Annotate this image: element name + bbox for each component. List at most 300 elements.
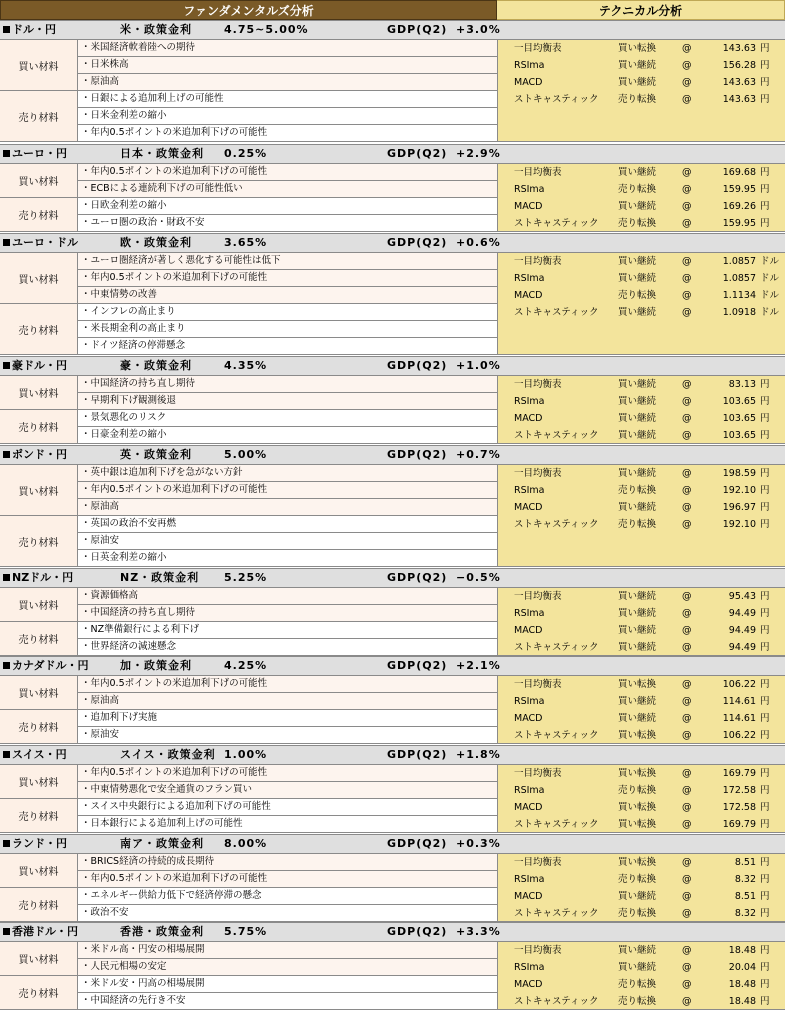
signal-value: 買い継続 (618, 60, 657, 71)
price-unit: 円 (760, 696, 770, 707)
price-unit: 円 (760, 468, 770, 479)
technical-row (498, 888, 785, 905)
fundamental-title: ファンダメンタルズ分析 (0, 0, 497, 20)
signal-value: 買い継続 (618, 962, 657, 973)
currency-block (0, 834, 785, 922)
price-unit: 円 (760, 642, 770, 653)
at-mark: @ (682, 77, 692, 88)
policy-rate-label: NZ・政策金利 (120, 571, 200, 584)
buy-item: ・原油高 (78, 693, 497, 710)
buy-materials-label: 買い材料 (0, 465, 78, 516)
currency-block (0, 445, 785, 567)
price-value: 8.32 (734, 874, 756, 885)
technical-panel (497, 588, 785, 656)
technical-row (498, 198, 785, 215)
price-value: 198.59 (722, 468, 756, 479)
at-mark: @ (682, 768, 692, 779)
sell-item: ・インフレの高止まり (78, 304, 497, 321)
technical-panel (497, 40, 785, 142)
buy-item: ・日米株高 (78, 57, 497, 74)
sell-item: ・日本銀行による追加利上げの可能性 (78, 816, 497, 833)
indicator-name: RSIma (514, 184, 545, 195)
at-mark: @ (682, 891, 692, 902)
at-mark: @ (682, 485, 692, 496)
buy-item: ・中国経済の持ち直し期待 (78, 376, 497, 393)
buy-item: ・ユーロ圏経済が著しく悪化する可能性は低下 (78, 253, 497, 270)
price-value: 103.65 (722, 413, 756, 424)
gdp-value: +0.7% (456, 448, 501, 461)
price-value: 103.65 (722, 430, 756, 441)
sell-item: ・追加利下げ実施 (78, 710, 497, 727)
policy-rate-value: 4.35% (224, 359, 268, 372)
technical-row (498, 376, 785, 393)
indicator-name: MACD (514, 290, 543, 301)
indicator-name: RSIma (514, 60, 545, 71)
at-mark: @ (682, 396, 692, 407)
pair-name: カナダドル・円 (3, 657, 88, 675)
indicator-name: MACD (514, 201, 543, 212)
sell-item: ・年内0.5ポイントの米追加利下げの可能性 (78, 125, 497, 142)
indicator-name: MACD (514, 77, 543, 88)
price-unit: 円 (760, 768, 770, 779)
policy-rate-label: 南ア・政策金利 (120, 837, 204, 850)
indicator-name: RSIma (514, 696, 545, 707)
price-value: 8.51 (734, 891, 756, 902)
price-value: 18.48 (728, 979, 756, 990)
signal-value: 買い継続 (618, 608, 657, 619)
indicator-name: ストキャスティック (514, 908, 599, 919)
at-mark: @ (682, 519, 692, 530)
buy-item: ・ECBによる連続利下げの可能性低い (78, 181, 497, 198)
sell-materials-label: 売り材料 (0, 410, 78, 444)
sell-item: ・米長期金利の高止まり (78, 321, 497, 338)
indicator-name: RSIma (514, 485, 545, 496)
technical-row (498, 588, 785, 605)
at-mark: @ (682, 713, 692, 724)
signal-value: 買い継続 (618, 696, 657, 707)
price-unit: 円 (760, 908, 770, 919)
signal-value: 買い転換 (618, 768, 657, 779)
policy-rate-value: 5.25% (224, 571, 268, 584)
signal-value: 売り転換 (618, 908, 657, 919)
technical-panel (497, 465, 785, 567)
signal-value: 買い継続 (618, 591, 657, 602)
price-value: 1.1134 (722, 290, 756, 301)
at-mark: @ (682, 167, 692, 178)
signal-value: 売り転換 (618, 485, 657, 496)
buy-materials-label: 買い材料 (0, 40, 78, 91)
indicator-name: MACD (514, 891, 543, 902)
block-header (0, 144, 785, 164)
policy-rate-value: 0.25% (224, 147, 268, 160)
currency-block (0, 568, 785, 656)
price-unit: 円 (760, 608, 770, 619)
block-header (0, 568, 785, 588)
technical-row (498, 91, 785, 108)
signal-value: 売り転換 (618, 874, 657, 885)
indicator-name: ストキャスティック (514, 819, 599, 830)
indicator-name: RSIma (514, 785, 545, 796)
signal-value: 買い継続 (618, 468, 657, 479)
buy-item: ・資源価格高 (78, 588, 497, 605)
buy-item: ・原油高 (78, 74, 497, 91)
gdp-value: +3.0% (456, 23, 501, 36)
at-mark: @ (682, 273, 692, 284)
buy-item: ・英中銀は追加利下げを急がない方針 (78, 465, 497, 482)
signal-value: 買い転換 (618, 857, 657, 868)
indicator-name: 一目均衡表 (514, 468, 562, 479)
at-mark: @ (682, 591, 692, 602)
price-unit: 円 (760, 962, 770, 973)
price-unit: 円 (760, 184, 770, 195)
technical-panel (497, 253, 785, 355)
signal-value: 買い継続 (618, 413, 657, 424)
price-value: 18.48 (728, 945, 756, 956)
technical-row (498, 854, 785, 871)
at-mark: @ (682, 430, 692, 441)
buy-item: ・中東情勢の改善 (78, 287, 497, 304)
technical-title: テクニカル分析 (497, 0, 785, 20)
technical-row (498, 605, 785, 622)
at-mark: @ (682, 60, 692, 71)
buy-materials-label: 買い材料 (0, 376, 78, 410)
at-mark: @ (682, 874, 692, 885)
signal-value: 買い継続 (618, 891, 657, 902)
currency-block (0, 144, 785, 232)
sell-materials-label: 売り材料 (0, 516, 78, 567)
price-unit: 円 (760, 502, 770, 513)
price-unit: 円 (760, 43, 770, 54)
signal-value: 買い継続 (618, 625, 657, 636)
price-unit: 円 (760, 77, 770, 88)
pair-name: ユーロ・ドル (3, 234, 78, 252)
sell-item: ・NZ準備銀行による利下げ (78, 622, 497, 639)
indicator-name: ストキャスティック (514, 218, 599, 229)
gdp-label: GDP(Q2) (387, 925, 448, 938)
gdp-label: GDP(Q2) (387, 571, 448, 584)
price-value: 106.22 (722, 679, 756, 690)
at-mark: @ (682, 996, 692, 1007)
technical-panel (497, 942, 785, 1010)
indicator-name: 一目均衡表 (514, 591, 562, 602)
price-value: 169.68 (722, 167, 756, 178)
signal-value: 買い継続 (618, 945, 657, 956)
buy-materials-label: 買い材料 (0, 854, 78, 888)
indicator-name: ストキャスティック (514, 430, 599, 441)
buy-materials-label: 買い材料 (0, 765, 78, 799)
gdp-value: +3.3% (456, 925, 501, 938)
at-mark: @ (682, 730, 692, 741)
price-unit: 円 (760, 891, 770, 902)
technical-row (498, 976, 785, 993)
price-value: 20.04 (728, 962, 756, 973)
pair-name: ポンド・円 (3, 446, 67, 464)
signal-value: 買い継続 (618, 256, 657, 267)
signal-value: 買い継続 (618, 201, 657, 212)
buy-item: ・年内0.5ポイントの米追加利下げの可能性 (78, 482, 497, 499)
sell-item: ・政治不安 (78, 905, 497, 922)
price-unit: 円 (760, 591, 770, 602)
technical-row (498, 253, 785, 270)
policy-rate-value: 5.00% (224, 448, 268, 461)
indicator-name: MACD (514, 713, 543, 724)
sell-item: ・世界経済の減速懸念 (78, 639, 497, 656)
pair-name: スイス・円 (3, 746, 67, 764)
signal-value: 買い継続 (618, 167, 657, 178)
buy-item: ・早期利下げ観測後退 (78, 393, 497, 410)
technical-panel (497, 376, 785, 444)
technical-row (498, 427, 785, 444)
at-mark: @ (682, 679, 692, 690)
price-value: 1.0857 (722, 256, 756, 267)
price-value: 106.22 (722, 730, 756, 741)
block-header (0, 356, 785, 376)
gdp-value: +1.8% (456, 748, 501, 761)
price-unit: 円 (760, 379, 770, 390)
gdp-label: GDP(Q2) (387, 359, 448, 372)
indicator-name: 一目均衡表 (514, 768, 562, 779)
policy-rate-value: 3.65% (224, 236, 268, 249)
sell-item: ・日豪金利差の縮小 (78, 427, 497, 444)
price-unit: 円 (760, 60, 770, 71)
indicator-name: 一目均衡表 (514, 379, 562, 390)
price-value: 94.49 (728, 625, 756, 636)
signal-value: 買い転換 (618, 802, 657, 813)
signal-value: 買い継続 (618, 502, 657, 513)
price-unit: 円 (760, 874, 770, 885)
sell-item: ・日欧金利差の縮小 (78, 198, 497, 215)
price-unit: 円 (760, 945, 770, 956)
indicator-name: 一目均衡表 (514, 679, 562, 690)
technical-row (498, 410, 785, 427)
price-unit: 円 (760, 94, 770, 105)
technical-panel (497, 676, 785, 744)
at-mark: @ (682, 785, 692, 796)
price-unit: 円 (760, 996, 770, 1007)
sell-item: ・日米金利差の縮小 (78, 108, 497, 125)
price-value: 169.79 (722, 768, 756, 779)
sell-item: ・米ドル安・円高の相場展開 (78, 976, 497, 993)
price-unit: 円 (760, 713, 770, 724)
price-unit: 円 (760, 485, 770, 496)
pair-name: 豪ドル・円 (3, 357, 67, 375)
at-mark: @ (682, 307, 692, 318)
policy-rate-label: 加・政策金利 (120, 659, 192, 672)
price-value: 83.13 (728, 379, 756, 390)
price-value: 159.95 (722, 218, 756, 229)
policy-rate-label: 米・政策金利 (120, 23, 192, 36)
at-mark: @ (682, 256, 692, 267)
price-unit: 円 (760, 167, 770, 178)
at-mark: @ (682, 43, 692, 54)
block-header (0, 745, 785, 765)
buy-materials-label: 買い材料 (0, 253, 78, 304)
technical-row (498, 782, 785, 799)
price-value: 172.58 (722, 785, 756, 796)
price-value: 94.49 (728, 608, 756, 619)
price-value: 196.97 (722, 502, 756, 513)
gdp-value: −0.5% (456, 571, 501, 584)
signal-value: 売り転換 (618, 979, 657, 990)
technical-row (498, 215, 785, 232)
technical-row (498, 959, 785, 976)
signal-value: 売り転換 (618, 519, 657, 530)
technical-panel (497, 854, 785, 922)
price-unit: ドル (760, 290, 780, 301)
indicator-name: RSIma (514, 608, 545, 619)
price-value: 143.63 (722, 77, 756, 88)
technical-row (498, 499, 785, 516)
indicator-name: 一目均衡表 (514, 857, 562, 868)
signal-value: 買い継続 (618, 713, 657, 724)
sell-materials-label: 売り材料 (0, 976, 78, 1010)
policy-rate-label: 日本・政策金利 (120, 147, 204, 160)
price-value: 1.0857 (722, 273, 756, 284)
pair-name: ランド・円 (3, 835, 67, 853)
at-mark: @ (682, 201, 692, 212)
currency-block (0, 20, 785, 142)
pair-name: ユーロ・円 (3, 145, 67, 163)
policy-rate-value: 1.00% (224, 748, 268, 761)
block-header (0, 20, 785, 40)
sell-item: ・ユーロ圏の政治・財政不安 (78, 215, 497, 232)
indicator-name: RSIma (514, 874, 545, 885)
gdp-value: +1.0% (456, 359, 501, 372)
policy-rate-value: 5.75% (224, 925, 268, 938)
price-value: 94.49 (728, 642, 756, 653)
buy-item: ・BRICS経済の持続的成長期待 (78, 854, 497, 871)
sell-item: ・日銀による追加利上げの可能性 (78, 91, 497, 108)
price-value: 1.0918 (722, 307, 756, 318)
sell-materials-label: 売り材料 (0, 710, 78, 744)
buy-item: ・米国経済軟着陸への期待 (78, 40, 497, 57)
technical-row (498, 164, 785, 181)
indicator-name: MACD (514, 979, 543, 990)
indicator-name: RSIma (514, 273, 545, 284)
sell-item: ・中国経済の先行き不安 (78, 993, 497, 1010)
signal-value: 売り転換 (618, 996, 657, 1007)
price-unit: 円 (760, 218, 770, 229)
technical-row (498, 304, 785, 321)
indicator-name: ストキャスティック (514, 730, 599, 741)
technical-row (498, 287, 785, 304)
signal-value: 売り転換 (618, 218, 657, 229)
price-unit: 円 (760, 625, 770, 636)
gdp-label: GDP(Q2) (387, 448, 448, 461)
sell-materials-label: 売り材料 (0, 91, 78, 142)
pair-name: NZドル・円 (3, 569, 73, 587)
technical-row (498, 905, 785, 922)
signal-value: 売り転換 (618, 290, 657, 301)
indicator-name: RSIma (514, 962, 545, 973)
price-value: 114.61 (722, 713, 756, 724)
at-mark: @ (682, 696, 692, 707)
block-header (0, 445, 785, 465)
signal-value: 買い転換 (618, 43, 657, 54)
indicator-name: ストキャスティック (514, 94, 599, 105)
gdp-label: GDP(Q2) (387, 659, 448, 672)
at-mark: @ (682, 819, 692, 830)
price-value: 114.61 (722, 696, 756, 707)
gdp-label: GDP(Q2) (387, 147, 448, 160)
indicator-name: 一目均衡表 (514, 167, 562, 178)
at-mark: @ (682, 945, 692, 956)
block-header (0, 922, 785, 942)
technical-panel (497, 164, 785, 232)
technical-row (498, 482, 785, 499)
indicator-name: ストキャスティック (514, 996, 599, 1007)
at-mark: @ (682, 908, 692, 919)
technical-row (498, 622, 785, 639)
at-mark: @ (682, 413, 692, 424)
technical-row (498, 181, 785, 198)
price-value: 159.95 (722, 184, 756, 195)
signal-value: 買い転換 (618, 679, 657, 690)
buy-materials-label: 買い材料 (0, 676, 78, 710)
buy-item: ・年内0.5ポイントの米追加利下げの可能性 (78, 676, 497, 693)
sell-materials-label: 売り材料 (0, 799, 78, 833)
technical-row (498, 993, 785, 1010)
price-unit: ドル (760, 307, 780, 318)
buy-item: ・年内0.5ポイントの米追加利下げの可能性 (78, 164, 497, 181)
sell-item: ・日英金利差の縮小 (78, 550, 497, 567)
price-value: 103.65 (722, 396, 756, 407)
technical-row (498, 799, 785, 816)
indicator-name: MACD (514, 502, 543, 513)
policy-rate-label: 豪・政策金利 (120, 359, 192, 372)
price-value: 156.28 (722, 60, 756, 71)
technical-row (498, 765, 785, 782)
gdp-label: GDP(Q2) (387, 23, 448, 36)
technical-row (498, 516, 785, 533)
at-mark: @ (682, 625, 692, 636)
buy-item: ・原油高 (78, 499, 497, 516)
gdp-value: +2.1% (456, 659, 501, 672)
technical-row (498, 710, 785, 727)
indicator-name: ストキャスティック (514, 307, 599, 318)
buy-item: ・年内0.5ポイントの米追加利下げの可能性 (78, 871, 497, 888)
gdp-value: +2.9% (456, 147, 501, 160)
indicator-name: MACD (514, 625, 543, 636)
policy-rate-label: 英・政策金利 (120, 448, 192, 461)
price-unit: 円 (760, 802, 770, 813)
at-mark: @ (682, 642, 692, 653)
indicator-name: ストキャスティック (514, 642, 599, 653)
buy-item: ・年内0.5ポイントの米追加利下げの可能性 (78, 270, 497, 287)
sell-materials-label: 売り材料 (0, 304, 78, 355)
signal-value: 買い継続 (618, 77, 657, 88)
gdp-label: GDP(Q2) (387, 236, 448, 249)
block-header (0, 656, 785, 676)
indicator-name: 一目均衡表 (514, 945, 562, 956)
indicator-name: 一目均衡表 (514, 43, 562, 54)
price-unit: 円 (760, 785, 770, 796)
price-value: 8.32 (734, 908, 756, 919)
signal-value: 買い継続 (618, 642, 657, 653)
currency-block (0, 356, 785, 444)
technical-panel (497, 765, 785, 833)
buy-item: ・人民元相場の安定 (78, 959, 497, 976)
technical-row (498, 727, 785, 744)
gdp-label: GDP(Q2) (387, 748, 448, 761)
policy-rate-label: スイス・政策金利 (120, 748, 216, 761)
buy-materials-label: 買い材料 (0, 588, 78, 622)
buy-item: ・中東情勢悪化で安全通貨のフラン買い (78, 782, 497, 799)
sell-item: ・スイス中央銀行による追加利下げの可能性 (78, 799, 497, 816)
at-mark: @ (682, 218, 692, 229)
buy-item: ・年内0.5ポイントの米追加利下げの可能性 (78, 765, 497, 782)
sell-item: ・エネルギー供給力低下で経済停滞の懸念 (78, 888, 497, 905)
